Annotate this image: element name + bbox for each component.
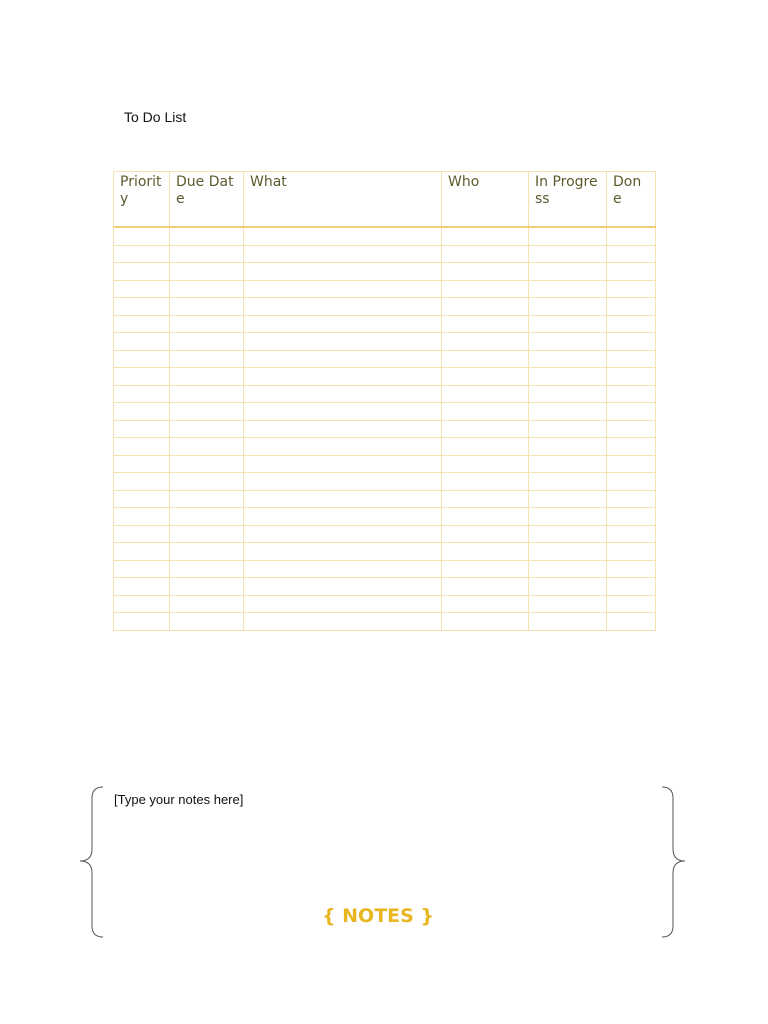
table-cell[interactable]	[244, 525, 442, 543]
table-cell[interactable]	[529, 560, 607, 578]
column-header-in-progress: In Progress	[529, 172, 607, 228]
table-cell[interactable]	[442, 560, 529, 578]
table-cell[interactable]	[244, 385, 442, 403]
table-row	[114, 263, 656, 281]
notes-label: { NOTES }	[322, 905, 434, 927]
notes-placeholder-text[interactable]: [Type your notes here]	[114, 792, 244, 807]
table-cell[interactable]	[170, 525, 244, 543]
table-cell[interactable]	[442, 490, 529, 508]
table-cell[interactable]	[607, 298, 656, 316]
table-cell[interactable]	[170, 420, 244, 438]
table-cell[interactable]	[114, 263, 170, 281]
table-cell[interactable]	[529, 473, 607, 491]
table-row	[114, 420, 656, 438]
table-cell[interactable]	[170, 315, 244, 333]
table-cell[interactable]	[607, 543, 656, 561]
table-cell[interactable]	[170, 227, 244, 245]
document-title: To Do List	[124, 109, 187, 125]
table-cell[interactable]	[442, 333, 529, 351]
table-cell[interactable]	[529, 350, 607, 368]
table-row	[114, 543, 656, 561]
column-header-who: Who	[442, 172, 529, 228]
table-row	[114, 403, 656, 421]
table-cell[interactable]	[442, 280, 529, 298]
table-cell[interactable]	[529, 438, 607, 456]
table-cell[interactable]	[607, 263, 656, 281]
table-cell[interactable]	[114, 490, 170, 508]
table-cell[interactable]	[114, 245, 170, 263]
table-cell[interactable]	[529, 455, 607, 473]
table-cell[interactable]	[442, 508, 529, 526]
table-cell[interactable]	[244, 438, 442, 456]
table-cell[interactable]	[244, 245, 442, 263]
table-cell[interactable]	[114, 508, 170, 526]
table-cell[interactable]	[170, 438, 244, 456]
table-cell[interactable]	[170, 403, 244, 421]
table-cell[interactable]	[442, 315, 529, 333]
table-cell[interactable]	[442, 578, 529, 596]
table-cell[interactable]	[442, 298, 529, 316]
table-cell[interactable]	[114, 333, 170, 351]
table-cell[interactable]	[607, 245, 656, 263]
table-cell[interactable]	[607, 403, 656, 421]
table-cell[interactable]	[170, 543, 244, 561]
table-cell[interactable]	[607, 280, 656, 298]
table-cell[interactable]	[529, 280, 607, 298]
table-row	[114, 245, 656, 263]
table-cell[interactable]	[529, 298, 607, 316]
table-cell[interactable]	[529, 333, 607, 351]
table-cell[interactable]	[442, 595, 529, 613]
table-cell[interactable]	[114, 420, 170, 438]
table-cell[interactable]	[607, 350, 656, 368]
notes-area[interactable]	[78, 785, 690, 940]
column-header-done: Done	[607, 172, 656, 228]
table-cell[interactable]	[529, 368, 607, 386]
table-cell[interactable]	[114, 455, 170, 473]
table-row	[114, 315, 656, 333]
table-cell[interactable]	[114, 613, 170, 631]
table-cell[interactable]	[607, 560, 656, 578]
table-cell[interactable]	[244, 333, 442, 351]
table-cell[interactable]	[170, 368, 244, 386]
table-cell[interactable]	[170, 280, 244, 298]
table-cell[interactable]	[170, 595, 244, 613]
table-cell[interactable]	[170, 298, 244, 316]
table-cell[interactable]	[607, 508, 656, 526]
table-cell[interactable]	[114, 403, 170, 421]
table-cell[interactable]	[244, 473, 442, 491]
table-cell[interactable]	[442, 420, 529, 438]
table-cell[interactable]	[529, 543, 607, 561]
table-cell[interactable]	[529, 578, 607, 596]
table-cell[interactable]	[529, 490, 607, 508]
table-cell[interactable]	[244, 368, 442, 386]
table-row	[114, 525, 656, 543]
table-row	[114, 368, 656, 386]
table-cell[interactable]	[442, 403, 529, 421]
table-cell[interactable]	[607, 420, 656, 438]
table-cell[interactable]	[170, 473, 244, 491]
table-row	[114, 455, 656, 473]
table-cell[interactable]	[529, 227, 607, 245]
table-row	[114, 613, 656, 631]
table-cell[interactable]	[170, 508, 244, 526]
table-cell[interactable]	[114, 560, 170, 578]
table-row	[114, 560, 656, 578]
table-cell[interactable]	[442, 368, 529, 386]
table-cell[interactable]	[244, 403, 442, 421]
table-cell[interactable]	[114, 525, 170, 543]
table-cell[interactable]	[529, 420, 607, 438]
table-header-row	[114, 172, 656, 228]
table-row	[114, 508, 656, 526]
table-cell[interactable]	[244, 578, 442, 596]
table-cell[interactable]	[244, 315, 442, 333]
table-cell[interactable]	[607, 385, 656, 403]
table-cell[interactable]	[114, 595, 170, 613]
table-cell[interactable]	[170, 333, 244, 351]
table-cell[interactable]	[170, 385, 244, 403]
table-cell[interactable]	[170, 350, 244, 368]
table-row	[114, 350, 656, 368]
table-cell[interactable]	[244, 227, 442, 245]
table-cell[interactable]	[607, 578, 656, 596]
table-row	[114, 385, 656, 403]
table-cell[interactable]	[442, 385, 529, 403]
table-cell[interactable]	[244, 613, 442, 631]
table-cell[interactable]	[442, 263, 529, 281]
table-row	[114, 298, 656, 316]
table-cell[interactable]	[114, 438, 170, 456]
table-cell[interactable]	[244, 298, 442, 316]
table-cell[interactable]	[170, 263, 244, 281]
table-cell[interactable]	[607, 315, 656, 333]
todo-table	[113, 171, 656, 631]
table-cell[interactable]	[114, 385, 170, 403]
table-cell[interactable]	[529, 508, 607, 526]
table-cell[interactable]	[529, 595, 607, 613]
table-cell[interactable]	[244, 420, 442, 438]
table-cell[interactable]	[607, 525, 656, 543]
table-cell[interactable]	[529, 245, 607, 263]
table-cell[interactable]	[170, 490, 244, 508]
table-cell[interactable]	[607, 227, 656, 245]
table-cell[interactable]	[244, 490, 442, 508]
table-cell[interactable]	[244, 543, 442, 561]
table-row	[114, 227, 656, 245]
table-row	[114, 333, 656, 351]
table-cell[interactable]	[607, 455, 656, 473]
table-cell[interactable]	[607, 438, 656, 456]
table-cell[interactable]	[170, 578, 244, 596]
table-cell[interactable]	[114, 298, 170, 316]
table-cell[interactable]	[244, 595, 442, 613]
table-cell[interactable]	[442, 245, 529, 263]
table-cell[interactable]	[244, 560, 442, 578]
table-cell[interactable]	[607, 613, 656, 631]
table-cell[interactable]	[529, 403, 607, 421]
table-body	[114, 227, 656, 630]
table-cell[interactable]	[607, 473, 656, 491]
table-cell[interactable]	[244, 508, 442, 526]
table-row	[114, 438, 656, 456]
table-cell[interactable]	[442, 438, 529, 456]
table-cell[interactable]	[442, 613, 529, 631]
table-cell[interactable]	[244, 350, 442, 368]
table-cell[interactable]	[607, 595, 656, 613]
table-cell[interactable]	[442, 455, 529, 473]
table-row	[114, 490, 656, 508]
table-row	[114, 578, 656, 596]
table-cell[interactable]	[529, 525, 607, 543]
table-row	[114, 595, 656, 613]
column-header-priority: Priority	[114, 172, 170, 228]
table-cell[interactable]	[442, 227, 529, 245]
table-cell[interactable]	[607, 333, 656, 351]
table-cell[interactable]	[114, 315, 170, 333]
table-row	[114, 473, 656, 491]
table-row	[114, 280, 656, 298]
table-cell[interactable]	[114, 280, 170, 298]
table-cell[interactable]	[114, 368, 170, 386]
table-cell[interactable]	[244, 455, 442, 473]
table-cell[interactable]	[442, 473, 529, 491]
table-cell[interactable]	[114, 227, 170, 245]
table-cell[interactable]	[244, 280, 442, 298]
table-cell[interactable]	[607, 490, 656, 508]
table-cell[interactable]	[170, 245, 244, 263]
table-cell[interactable]	[114, 578, 170, 596]
column-header-what: What	[244, 172, 442, 228]
table-cell[interactable]	[170, 560, 244, 578]
table-cell[interactable]	[607, 368, 656, 386]
column-header-due-date: Due Date	[170, 172, 244, 228]
table-cell[interactable]	[114, 350, 170, 368]
table-cell[interactable]	[114, 543, 170, 561]
table-cell[interactable]	[442, 525, 529, 543]
table-cell[interactable]	[529, 263, 607, 281]
table-cell[interactable]	[442, 543, 529, 561]
table-cell[interactable]	[170, 455, 244, 473]
table-cell[interactable]	[114, 473, 170, 491]
table-cell[interactable]	[529, 315, 607, 333]
table-cell[interactable]	[170, 613, 244, 631]
table-cell[interactable]	[529, 385, 607, 403]
table-cell[interactable]	[244, 263, 442, 281]
table-cell[interactable]	[529, 613, 607, 631]
table-cell[interactable]	[442, 350, 529, 368]
